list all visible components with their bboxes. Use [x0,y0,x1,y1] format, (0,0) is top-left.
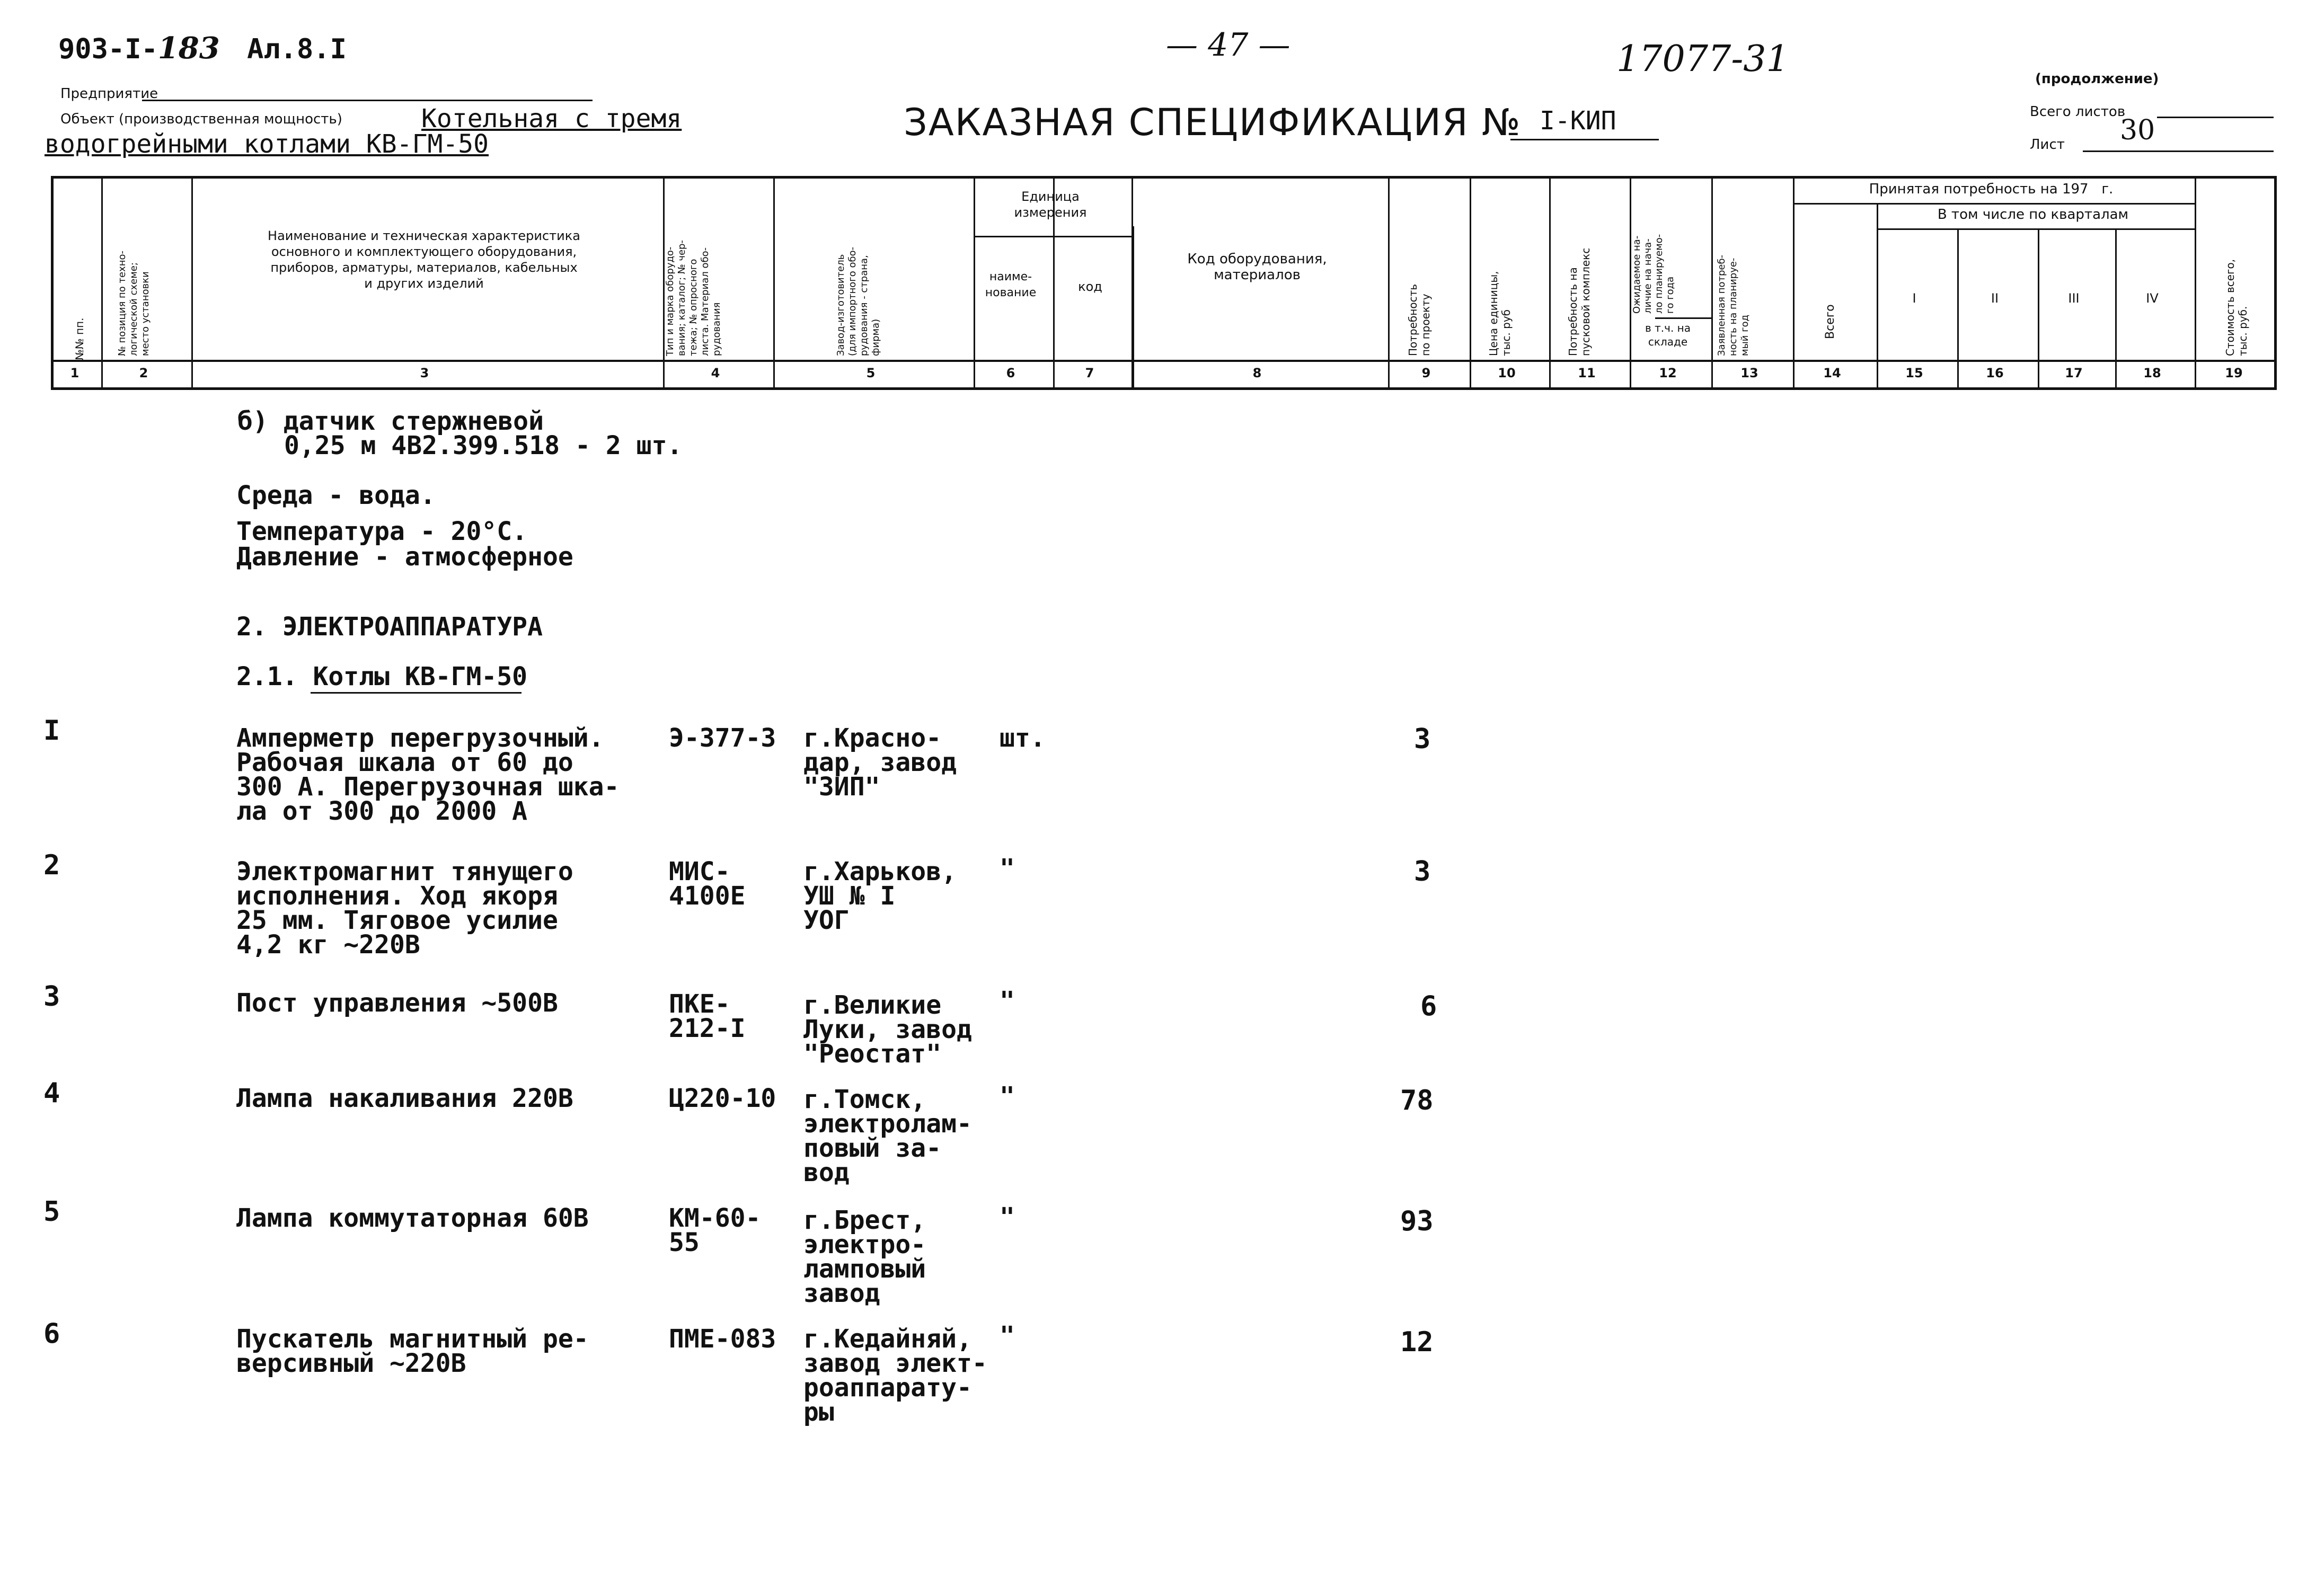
row-1-type: Э-377-3 [669,723,776,753]
total-sheets-label: Всего листов [2030,104,2126,120]
colnum-14: 14 [1823,366,1841,380]
doc-code-prefix: 903-I- [58,33,158,65]
col16-header: II [1991,291,1999,306]
col6-header: наиме- нование [985,270,1037,299]
row-4-maker: г.Томск, электролам- повый за- вод [803,1085,972,1187]
sensor-line-2: 0,25 м 4В2.399.518 - 2 шт. [284,431,683,460]
colnum-17: 17 [2065,366,2083,380]
row-3-qty: 6 [1420,990,1437,1022]
row-5-qty: 93 [1400,1205,1434,1237]
row-2-type: МИС- 4100Е [669,857,746,911]
row-4-unit: " [1000,1081,1015,1111]
col7-header: код [1078,279,1102,294]
row-4-type: Ц220-10 [669,1084,776,1113]
colnum-4: 4 [711,366,720,380]
sensor-line-1: б) датчик стержневой [237,406,544,436]
subsection-underline [311,692,521,694]
col13-header: Заявленная потреб- ность на планируе- мый год [1716,254,1751,356]
col9-header: Потребность по проекту [1407,283,1432,356]
row-6-unit: " [1000,1321,1015,1351]
colnum-8: 8 [1252,366,1262,380]
sheet-value: 30 [2120,114,2155,146]
row-5-maker: г.Брест, электро- ламповый завод [803,1205,926,1308]
col18-header: IV [2146,291,2159,306]
row-3-maker: г.Великие Луки, завод "Реостат" [803,990,972,1069]
row-2-maker: г.Харьков, УШ № I УОГ [803,857,957,935]
row-4-name: Лампа накаливания 220В [236,1084,573,1113]
temperature-line: Температура - 20°С. [236,517,528,546]
spec-number-underline [1510,139,1659,140]
row-5-unit: " [1000,1202,1015,1232]
colnum-19: 19 [2225,366,2243,380]
row-2-qty: 3 [1414,856,1431,888]
quarters-group-header: В том числе по кварталам [1937,207,2129,223]
col14-header: Всего [1824,304,1837,339]
col4-header: Тип и марка оборудо- вания; каталог; № чер- тежа; № опросного листа. Материал обо- рудования [665,240,722,356]
row-1-qty: 3 [1414,723,1431,755]
row-1-maker: г.Красно- дар, завод "ЗИП" [803,723,957,802]
total-sheets-underline [2157,117,2274,118]
row-5-name: Лампа коммутаторная 60В [236,1203,589,1233]
accepted-group-header: Принятая потребность на 197 г. [1869,181,2114,197]
col10-header: Цена единицы, тыс. руб [1487,271,1513,356]
colnum-15: 15 [1905,366,1923,380]
row-2-unit: " [1000,854,1015,883]
col5-header: Завод-изготовитель (для импортного обо- рудования - страна, фирма) [835,246,881,356]
colnum-10: 10 [1498,366,1516,380]
doc-code [58,31,347,66]
unit-group-header: Единица измерения [1014,189,1087,220]
inventory-number: 17077-31 [1616,38,1789,80]
page-number: — 47 — [1166,26,1290,64]
row-6-number: 6 [43,1318,60,1350]
row-3-type: ПКЕ- 212-I [669,989,746,1043]
doc-code-suffix: Ал.8.I [247,33,347,65]
row-1-name: Амперметр перегрузочный. Рабочая шкала от 60 до 300 А. Перегрузочная шка- ла от 300 до 2000 А [236,723,620,826]
row-6-qty: 12 [1400,1326,1434,1358]
enterprise-label: Предприятие [60,86,158,102]
col2-header: № позиция по техно- логической схеме; место установки [117,251,151,356]
continuation-label: (продолжение) [2035,71,2159,87]
row-3-name: Пост управления ~500В [236,988,558,1018]
row-1-unit: шт. [1000,723,1046,753]
subsection-heading: 2.1. Котлы КВ-ГМ-50 [236,662,528,691]
row-4-qty: 78 [1400,1085,1434,1116]
row-6-maker: г.Кедайняй, завод элект- роаппарату- ры [803,1324,987,1427]
col19-header: Стоимость всего, тыс. руб. [2224,259,2249,356]
col17-header: III [2068,291,2080,306]
sheet-label: Лист [2030,137,2065,153]
row-2-number: 2 [43,849,60,881]
colnum-13: 13 [1740,366,1758,380]
row-1-number: I [43,715,60,747]
row-3-number: 3 [43,981,60,1013]
col1-header: №№ пп. [73,317,86,360]
colnum-9: 9 [1421,366,1431,380]
col8-header: Код оборудования, материалов [1187,251,1327,283]
pressure-line: Давление - атмосферное [236,542,573,572]
colnum-5: 5 [866,366,876,380]
row-2-name: Электромагнит тянущего исполнения. Ход якоря 25 мм. Тяговое усилие 4,2 кг ~220В [236,857,573,960]
object-value-line1: Котельная с тремя [421,104,682,134]
col15-header: I [1912,291,1916,306]
doc-code-handwritten: 183 [157,31,220,66]
row-6-name: Пускатель магнитный ре- версивный ~220В [236,1324,589,1378]
page-title: ЗАКАЗНАЯ СПЕЦИФИКАЦИЯ № [904,101,1522,144]
row-4-number: 4 [43,1077,60,1109]
medium-line: Среда - вода. [236,481,436,510]
colnum-3: 3 [420,366,429,380]
row-5-type: КМ-60- 55 [669,1203,761,1257]
col3-header: Наименование и техническая характеристика основного и комплектующего оборудования, приборов, арматуры, материалов, кабельных и других изделий [268,228,580,291]
colnum-7: 7 [1085,366,1094,380]
colnum-6: 6 [1006,366,1015,380]
colnum-16: 16 [1986,366,2004,380]
col12-bottom-header: в т.ч. на складе [1645,322,1691,348]
colnum-18: 18 [2143,366,2161,380]
object-label: Объект (производственная мощность) [60,111,342,127]
col11-header: Потребность на пусковой комплекс [1567,247,1592,356]
colnum-1: 1 [70,366,79,380]
section-heading: 2. ЭЛЕКТРОАППАРАТУРА [236,612,543,642]
row-5-number: 5 [43,1196,60,1228]
row-6-type: ПМЕ-083 [669,1324,776,1354]
colnum-2: 2 [139,366,148,380]
col12-top-header: Ожидаемое на- личие на нача- ло планируемо- го года [1631,234,1676,314]
sheet-underline [2083,150,2274,152]
colnum-11: 11 [1578,366,1596,380]
colnum-12: 12 [1659,366,1677,380]
enterprise-underline [142,100,593,101]
spec-number: I-КИП [1540,106,1616,136]
object-value-line2: водогрейными котлами КВ-ГМ-50 [45,129,489,159]
row-3-unit: " [1000,986,1015,1016]
